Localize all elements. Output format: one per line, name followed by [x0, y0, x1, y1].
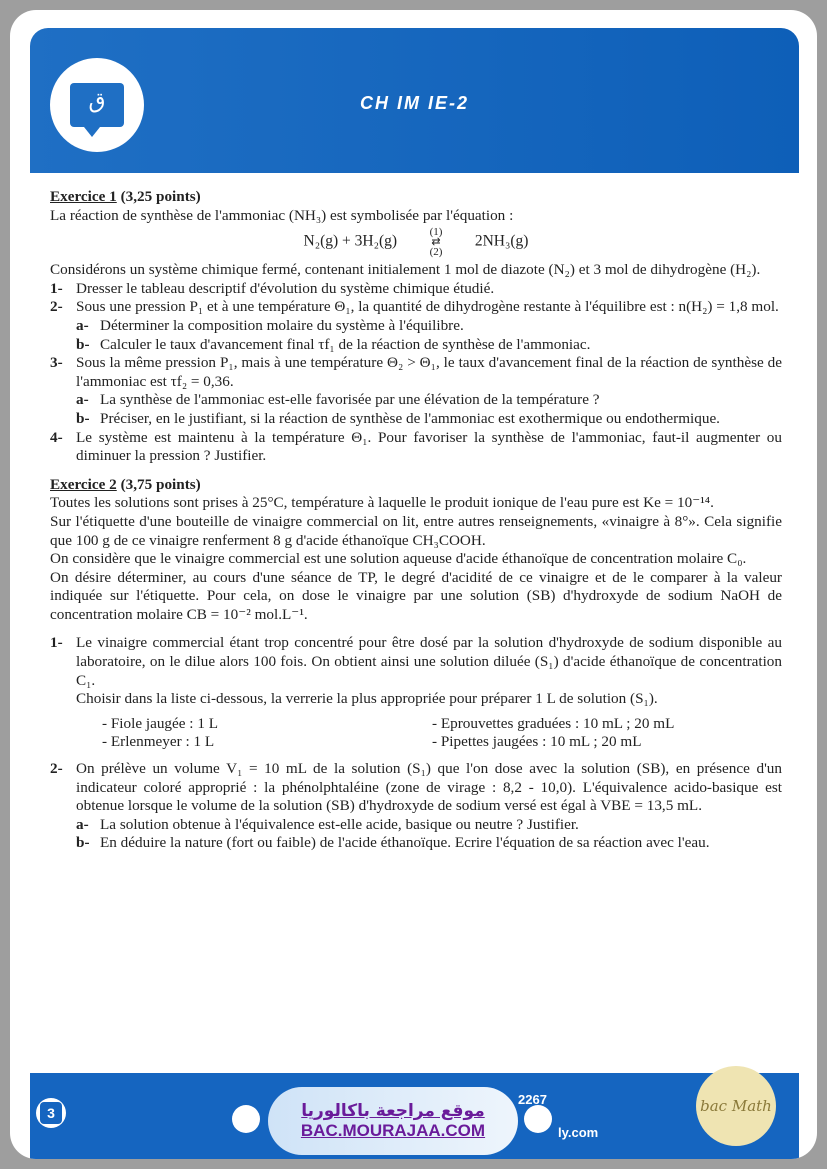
- ex2-para-4: On désire déterminer, au cours d'une séance de TP, le degré d'acidité de ce vinaigre et de le comparer à la valeur indiquée sur l'étiquette. Pour cela, on dose le vinaigre par une solution (SB) d'hydroxyde de sodium NaOH de concentration molaire CB = 10⁻² mol.L⁻¹.: [50, 568, 782, 623]
- mini-logo-icon: [524, 1105, 552, 1133]
- ex2-question-1: 1- Le vinaigre commercial étant trop concentré pour être dosé par la solution d'hydroxyde de sodium disponible au laboratoire, on le dilue alors 100 fois. On obtient ainsi une solution diluée (S₁) d'acide éthanoïque de concentration C₁.: [50, 634, 782, 689]
- exercise-2-title: Exercice 2 (3,75 points): [50, 475, 201, 493]
- list-item: - Erlenmeyer : 1 L: [102, 733, 215, 751]
- list-item: - Fiole jaugée : 1 L: [102, 714, 218, 732]
- question-1: 1- Dresser le tableau descriptif d'évolution du système chimique étudié.: [50, 279, 495, 297]
- question-2a: a- Déterminer la composition molaire du système à l'équilibre.: [76, 316, 464, 334]
- list-item: - Eprouvettes graduées : 10 mL ; 20 mL: [432, 714, 675, 732]
- question-4: 4- Le système est maintenu à la température Θ₁. Pour favoriser la synthèse de l'ammoniac, faut-il augmenter ou diminuer la pression ? Justifier.: [50, 428, 782, 465]
- question-3: 3- Sous la même pression P₁, mais à une température Θ₂ > Θ₁, le taux d'avancement final de la réaction de synthèse de l'ammoniac est τf₂ = 0,36.: [50, 354, 782, 390]
- header-banner: [30, 28, 799, 173]
- glassware-list: [102, 715, 782, 752]
- banner-site-url[interactable]: BAC.MOURAJAA.COM: [300, 1121, 486, 1140]
- reaction-equation: N₂(g) + 3H₂(g) (1) ⇄ (2) 2NH₃(g): [303, 226, 529, 259]
- ex2-question-2a: a- La solution obtenue à l'équivalence est-elle acide, basique ou neutre ? Justifier.: [76, 815, 579, 833]
- ex2-para-2: Sur l'étiquette d'une bouteille de vinaigre commercial on lit, entre autres renseignements, «vinaigre à 8°». Cela signifie que 100 g de ce vinaigre renferment 8 g d'acide éthanoïque CH₃COOH.: [50, 512, 782, 549]
- page-number-badge: 3: [36, 1098, 66, 1128]
- page: [10, 10, 817, 1159]
- site-banner-link[interactable]: [268, 1087, 518, 1155]
- question-2: 2- Sous une pression P₁ et à une température Θ₁, la quantité de dihydrogène restante à l'équilibre est : n(H₂) = 1,8 mol.: [50, 298, 779, 316]
- ex2-para-3: On considère que le vinaigre commercial est une solution aqueuse d'acide éthanoïque de concentration molaire C₀.: [50, 550, 747, 568]
- chat-bubble-icon: [70, 83, 124, 127]
- ex1-context: Considérons un système chimique fermé, contenant initialement 1 mol de diazote (N₂) et 3 mol de dihydrogène (H₂).: [50, 261, 761, 279]
- site-logo[interactable]: [50, 58, 144, 152]
- ex2-para-1: Toutes les solutions sont prises à 25°C, température à laquelle le produit ionique de l'eau pure est Ke = 10⁻¹⁴.: [50, 494, 714, 512]
- footer-ghost-text: ly.com: [558, 1125, 599, 1140]
- question-3a: a- La synthèse de l'ammoniac est-elle favorisée par une élévation de la température ?: [76, 391, 600, 409]
- logo-glyph: ق: [88, 89, 106, 114]
- page-title: CH IM IE-2: [360, 93, 470, 113]
- list-item: - Pipettes jaugées : 10 mL ; 20 mL: [432, 733, 642, 751]
- equilibrium-arrow-icon: (1) ⇄ (2): [429, 226, 443, 259]
- bacmath-logo[interactable]: bac Math: [696, 1066, 776, 1146]
- document-body: [50, 188, 782, 853]
- ex2-question-1-choice: Choisir dans la liste ci-dessous, la verrerie la plus appropriée pour préparer 1 L de solution (S₁).: [76, 690, 658, 708]
- footer-ghost-number: 2267: [518, 1092, 547, 1107]
- mini-logo-icon: [232, 1105, 260, 1133]
- exercise-1-title: Exercice 1 (3,25 points): [50, 188, 201, 205]
- ex2-question-2: 2- On prélève un volume V₁ = 10 mL de la solution (S₁) que l'on dose avec la solution (SB), en présence d'un indicateur coloré approprié : la phénolphtaléine (zone de virage : 8,2 - 10,0). L'équivalence acido-basique est obtenue lorsque le volume de la solution (SB) d'hydroxyde de sodium versé est égal à VBE = 13,5 mL.: [50, 760, 782, 815]
- banner-arabic-text: موقع مراجعة باكالوريا: [301, 1101, 485, 1121]
- question-3b: b- Préciser, en le justifiant, si la réaction de synthèse de l'ammoniac est exothermique ou endothermique.: [76, 409, 720, 427]
- question-2b: b- Calculer le taux d'avancement final τf₁ de la réaction de synthèse de l'ammoniac.: [76, 335, 591, 353]
- ex2-question-2b: b- En déduire la nature (fort ou faible) de l'acide éthanoïque. Ecrire l'équation de sa réaction avec l'eau.: [76, 834, 710, 852]
- ex1-intro: La réaction de synthèse de l'ammoniac (NH₃) est symbolisée par l'équation :: [50, 206, 514, 224]
